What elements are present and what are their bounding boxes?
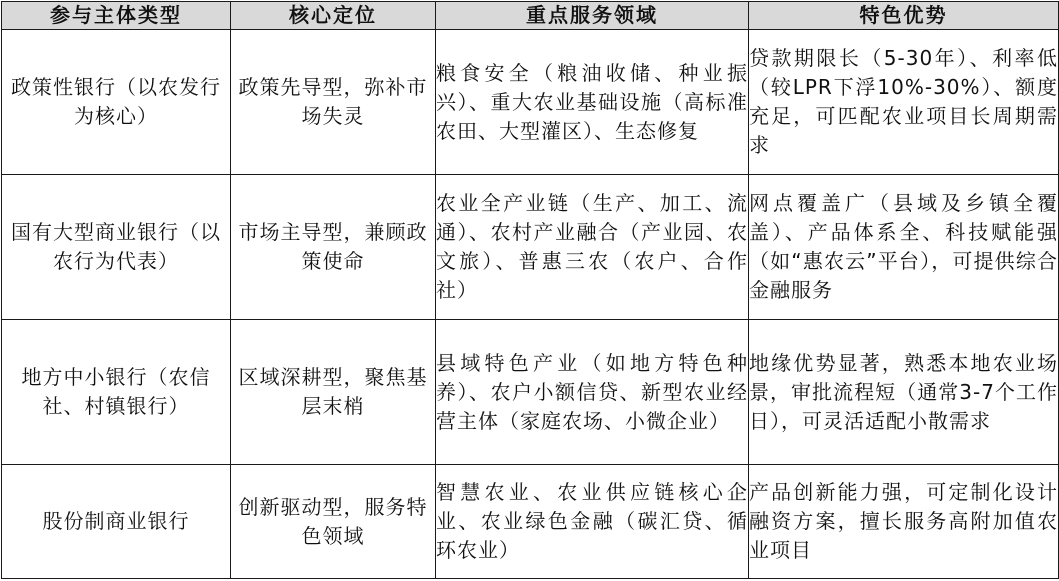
comparison-table [1, 1, 1059, 579]
header-row [2, 2, 1059, 30]
cell-distinctive-advantages: 贷款期限长（5-30年）、利率低（较LPR下浮10%-30%）、额度充足，可匹配农业项目长周期需求 [749, 30, 1059, 175]
table-row [2, 30, 1059, 175]
cell-core-positioning: 政策先导型，弥补市场失灵 [231, 30, 436, 175]
cell-participant-type: 国有大型商业银行（以农行为代表） [2, 175, 231, 320]
cell-core-positioning: 市场主导型，兼顾政策使命 [231, 175, 436, 320]
table-row [2, 320, 1059, 465]
table-row [2, 465, 1059, 579]
cell-participant-type: 股份制商业银行 [2, 465, 231, 579]
cell-key-service-areas: 粮食安全（粮油收储、种业振兴）、重大农业基础设施（高标准农田、大型灌区）、生态修复 [436, 30, 749, 175]
header-core-positioning: 核心定位 [231, 2, 436, 30]
cell-core-positioning: 区域深耕型，聚焦基层末梢 [231, 320, 436, 465]
table-body [2, 30, 1059, 579]
header-distinctive-advantages: 特色优势 [749, 2, 1059, 30]
table-header [2, 2, 1059, 30]
header-key-service-areas: 重点服务领域 [436, 2, 749, 30]
cell-key-service-areas: 智慧农业、农业供应链核心企业、农业绿色金融（碳汇贷、循环农业） [436, 465, 749, 579]
table-row [2, 175, 1059, 320]
cell-key-service-areas: 农业全产业链（生产、加工、流通）、农村产业融合（产业园、农文旅）、普惠三农（农户、合作社） [436, 175, 749, 320]
cell-participant-type: 政策性银行（以农发行为核心） [2, 30, 231, 175]
cell-distinctive-advantages: 地缘优势显著，熟悉本地农业场景，审批流程短（通常3-7个工作日），可灵活适配小散需求 [749, 320, 1059, 465]
cell-participant-type: 地方中小银行（农信社、村镇银行） [2, 320, 231, 465]
cell-key-service-areas: 县域特色产业（如地方特色种养）、农户小额信贷、新型农业经营主体（家庭农场、小微企业） [436, 320, 749, 465]
cell-distinctive-advantages: 产品创新能力强，可定制化设计融资方案，擅长服务高附加值农业项目 [749, 465, 1059, 579]
cell-distinctive-advantages: 网点覆盖广（县域及乡镇全覆盖）、产品体系全、科技赋能强（如“惠农云”平台），可提供综合金融服务 [749, 175, 1059, 320]
header-participant-type: 参与主体类型 [2, 2, 231, 30]
cell-core-positioning: 创新驱动型，服务特色领域 [231, 465, 436, 579]
